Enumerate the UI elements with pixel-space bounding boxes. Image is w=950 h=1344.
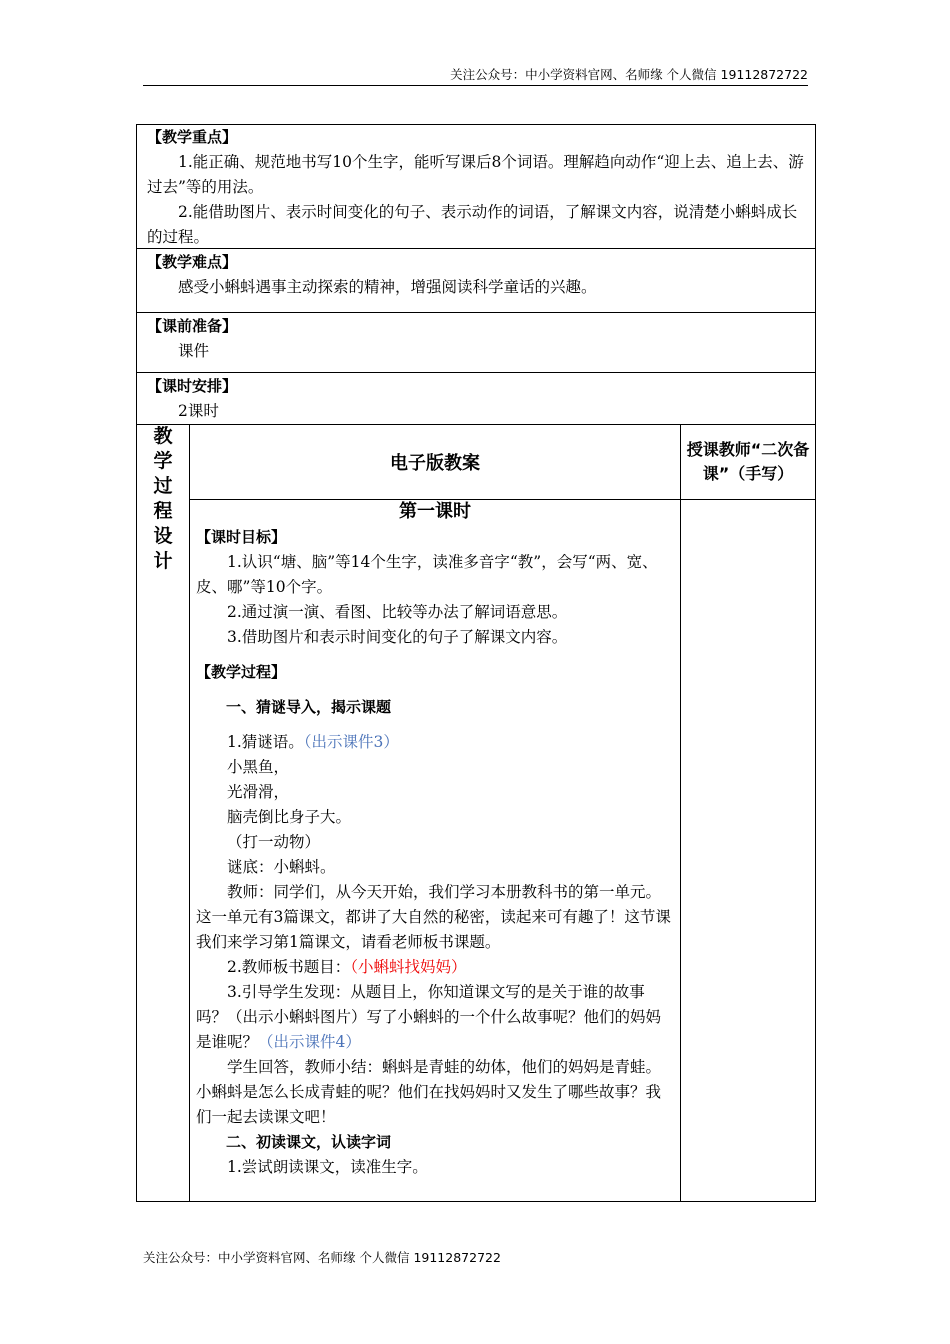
side-char: 设 xyxy=(153,525,173,547)
riddle-line: 脑壳倒比身子大。 xyxy=(227,808,352,826)
side-char: 过 xyxy=(153,475,173,497)
process-design-label xyxy=(137,424,189,574)
schedule-text: 2课时 xyxy=(178,402,219,420)
preparation-text: 课件 xyxy=(178,342,210,360)
electronic-plan-header: 电子版教案 xyxy=(390,453,480,474)
focus-point-2: 2.能借助图片、表示时间变化的句子、表示动作的词语，了解课文内容，说清楚小蝌蚪成长的过程。 xyxy=(147,203,798,246)
lesson-title: 第一课时 xyxy=(399,501,471,522)
riddle-answer: 谜底：小蝌蚪。 xyxy=(227,858,336,876)
header-rule xyxy=(143,85,808,86)
lesson-content xyxy=(196,499,674,1180)
side-char: 程 xyxy=(153,500,173,522)
side-char: 计 xyxy=(153,550,173,572)
riddle-line: 光滑滑， xyxy=(227,783,290,801)
page-header: 关注公众号：中小学资料官网、名师缘 个人微信 19112872722 xyxy=(450,67,808,82)
step-2-title: 二、初读课文，认读字词 xyxy=(226,1133,392,1151)
goal-title: 【课时目标】 xyxy=(196,528,287,546)
lesson-plan-table xyxy=(136,124,816,1202)
handwritten-notes-header: 授课教师“二次备课”（手写） xyxy=(686,440,810,483)
courseware-note: （出示课件4） xyxy=(258,1033,361,1051)
goal-3: 3.借助图片和表示时间变化的句子了解课文内容。 xyxy=(227,628,568,646)
difficulty-text: 感受小蝌蚪遇事主动探索的精神，增强阅读科学童话的兴趣。 xyxy=(178,278,597,296)
step-1-item-2 xyxy=(196,955,674,980)
process-title: 【教学过程】 xyxy=(196,663,287,681)
riddle-line: 小黑鱼， xyxy=(227,758,290,776)
item-text: 1.猜谜语。 xyxy=(227,733,304,751)
step-1-item-1 xyxy=(196,730,674,755)
page-footer: 关注公众号：中小学资料官网、名师缘 个人微信 19112872722 xyxy=(143,1250,501,1265)
row-divider xyxy=(137,312,815,313)
teacher-summary: 学生回答，教师小结：蝌蚪是青蛙的幼体，他们的妈妈是青蛙。小蝌蚪是怎么长成青蛙的呢？他们在找妈妈时又发生了哪些故事？我们一起去读课文吧！ xyxy=(196,1058,662,1126)
teaching-focus-section xyxy=(147,125,807,250)
teacher-speech: 教师：同学们，从今天开始，我们学习本册教科书的第一单元。这一单元有3篇课文，都讲了大自然的秘密，读起来可有趣了！这节课我们来学习第1篇课文，请看老师板书课题。 xyxy=(196,883,671,951)
schedule-section xyxy=(147,374,807,424)
column-divider xyxy=(189,424,190,1201)
focus-point-1: 1.能正确、规范地书写10个生字，能听写课后8个词语。理解趋向动作“迎上去、追上去、游过去”等的用法。 xyxy=(147,153,804,196)
section-title: 【课时安排】 xyxy=(147,377,238,395)
preparation-section xyxy=(147,314,807,364)
lesson-title-board: （小蝌蚪找妈妈） xyxy=(350,958,467,976)
item-text: 3.引导学生发现：从题目上，你知道课文写的是关于谁的故事吗？（出示小蝌蚪图片）写了小蝌蚪的一个什么故事呢？他们的妈妈是谁呢？ xyxy=(196,983,662,1051)
row-divider xyxy=(137,372,815,373)
section-title: 【课前准备】 xyxy=(147,317,238,335)
goal-1: 1.认识“塘、脑”等14个生字，读准多音字“教”，会写“两、宽、皮、哪”等10个字。 xyxy=(196,553,658,596)
step-1-title: 一、猜谜导入，揭示课题 xyxy=(226,698,392,716)
item-text: 2.教师板书题目： xyxy=(227,958,351,976)
teaching-difficulty-section xyxy=(147,250,807,300)
section-title: 【教学难点】 xyxy=(147,253,238,271)
courseware-note: （出示课件3） xyxy=(303,733,399,751)
goal-2: 2.通过演一演、看图、比较等办法了解词语意思。 xyxy=(227,603,568,621)
column-divider xyxy=(680,424,681,1201)
side-char: 学 xyxy=(153,450,173,472)
step-2-item-1: 1.尝试朗读课文，读准生字。 xyxy=(227,1158,428,1176)
riddle-hint: （打一动物） xyxy=(227,833,321,851)
step-1-item-3 xyxy=(196,980,674,1055)
side-char: 教 xyxy=(153,425,173,447)
section-title: 【教学重点】 xyxy=(147,128,238,146)
